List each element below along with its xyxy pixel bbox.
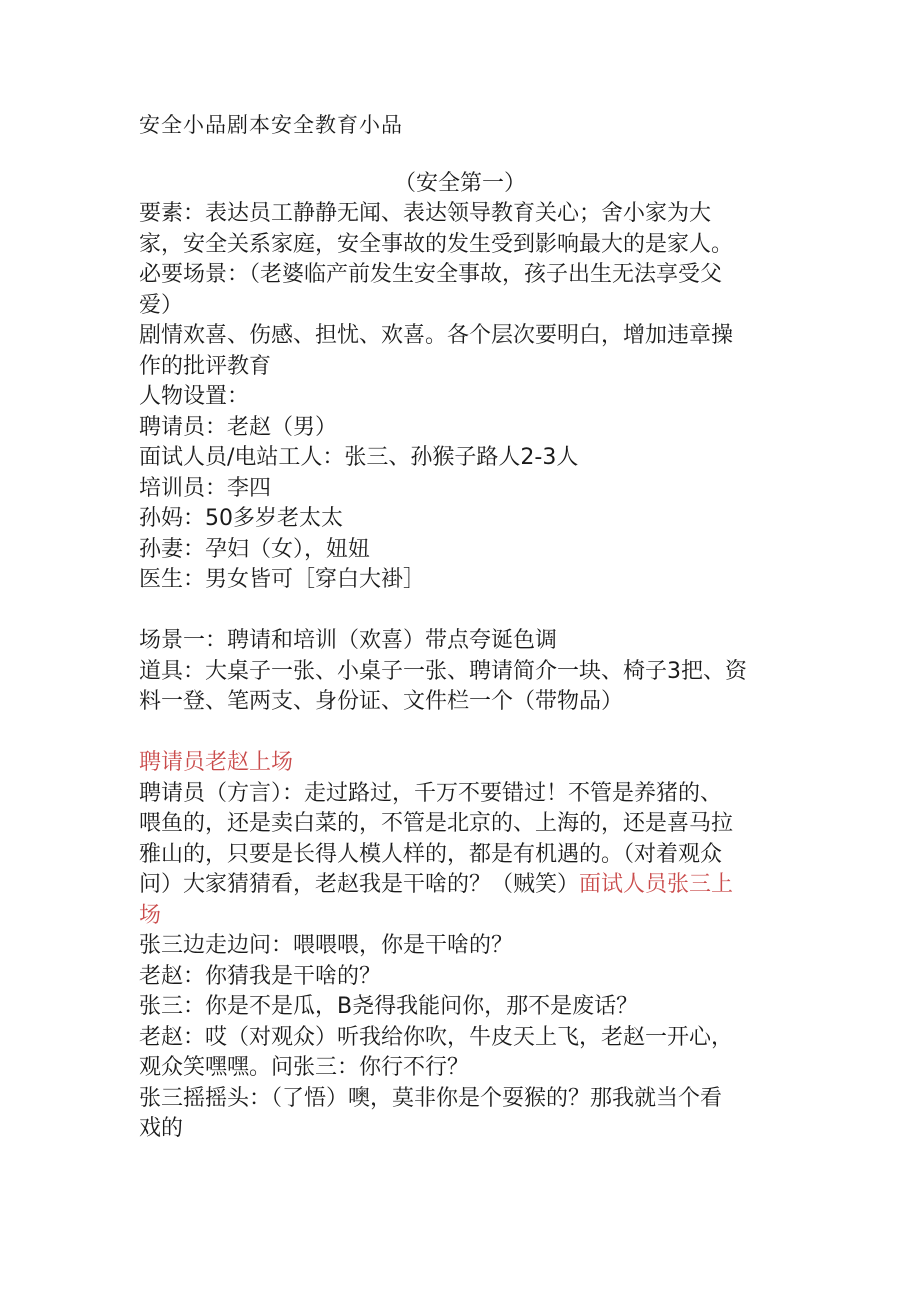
document-title: 安全小品剧本安全教育小品 bbox=[139, 113, 403, 137]
stage-direction-inline: 面试人员张三上 bbox=[579, 872, 734, 897]
body-line: 要素：表达员工静静无闻、表达领导教育关心；舍小家为大 bbox=[139, 201, 712, 226]
body-line: 面试人员/电站工人：张三、孙猴子路人2-3人 bbox=[139, 445, 579, 470]
dialogue-line: 张三边走边问：喂喂喂，你是干啥的？ bbox=[139, 933, 514, 958]
body-line: 爱） bbox=[139, 292, 184, 318]
body-line: 培训员：李四 bbox=[139, 475, 272, 501]
dialogue-line: 老赵：哎（对观众）听我给你吹，牛皮天上飞，老赵一开心， bbox=[139, 1024, 734, 1050]
document-subtitle: （安全第一） bbox=[394, 171, 527, 196]
dialogue-text: 问）大家猜猜看，老赵我是干啥的？（贼笑） bbox=[139, 872, 580, 897]
scene-title: 场景一：聘请和培训（欢喜）带点夸诞色调 bbox=[139, 628, 558, 653]
props-line: 料一登、笔两支、身份证、文件栏一个（带物品） bbox=[139, 689, 624, 714]
dialogue-line: 老赵：你猜我是干啥的？ bbox=[139, 963, 382, 989]
dialogue-line: 聘请员（方言）：走过路过，千万不要错过！不管是养猪的、 bbox=[139, 780, 723, 806]
body-line: 人物设置： bbox=[139, 384, 250, 409]
body-line: 家，安全关系家庭，安全事故的发生受到影响最大的是家人。 bbox=[139, 231, 734, 257]
body-line: 医生：男女皆可［穿白大褂］ bbox=[139, 567, 426, 592]
dialogue-line: 雅山的，只要是长得人模人样的，都是有机遇的。（对着观众 bbox=[139, 841, 723, 867]
body-line: 聘请员：老赵（男） bbox=[139, 414, 338, 440]
body-line: 必要场景：（老婆临产前发生安全事故，孩子出生无法享受父 bbox=[139, 262, 723, 287]
paragraph-gap bbox=[139, 596, 779, 627]
dialogue-line bbox=[139, 870, 779, 901]
dialogue-line: 戏的 bbox=[139, 1116, 184, 1141]
paragraph-gap bbox=[139, 718, 779, 749]
dialogue-line: 张三摇摇头：（了悟）噢，莫非你是个耍猴的？那我就当个看 bbox=[139, 1085, 723, 1111]
stage-direction-continued: 场 bbox=[139, 902, 162, 928]
stage-direction: 聘请员老赵上场 bbox=[139, 750, 294, 775]
body-line: 作的批评教育 bbox=[139, 353, 272, 379]
dialogue-line: 张三：你是不是瓜，B尧得我能问你，那不是废话？ bbox=[139, 994, 639, 1019]
dialogue-line: 观众笑嘿嘿。问张三：你行不行？ bbox=[139, 1055, 470, 1080]
body-line: 孙妻：孕妇（女），妞妞 bbox=[139, 536, 371, 562]
document-body bbox=[139, 199, 779, 1145]
props-line: 道具：大桌子一张、小桌子一张、聘请简介一块、椅子3把、资 bbox=[139, 658, 747, 684]
body-line: 剧情欢喜、伤感、担忧、欢喜。各个层次要明白，增加违章操 bbox=[139, 323, 734, 348]
body-line: 孙妈：50多岁老太太 bbox=[139, 506, 343, 531]
dialogue-line: 喂鱼的，还是卖白菜的，不管是北京的、上海的，还是喜马拉 bbox=[139, 811, 734, 836]
